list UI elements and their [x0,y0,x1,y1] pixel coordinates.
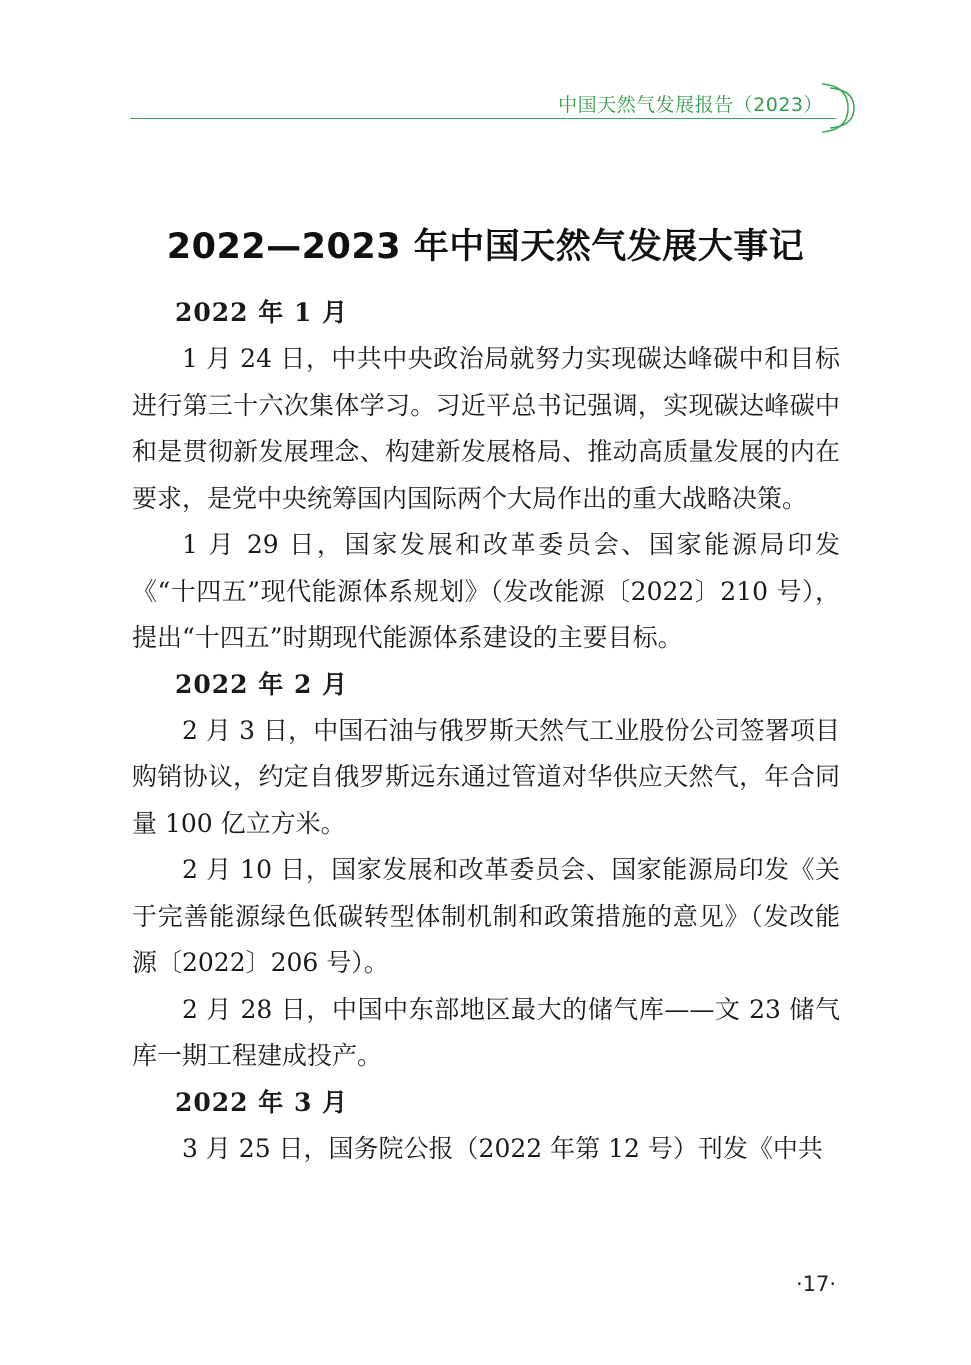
event-paragraph: 1 月 24 日，中共中央政治局就努力实现碳达峰碳中和目标进行第三十六次集体学习。习近平总书记强调，实现碳达峰碳中和是贯彻新发展理念、构建新发展格局、推动高质量发展的内在要求，是党中央统筹国内国际两个大局作出的重大战略决策。 [132,344,840,513]
event-paragraph: 2 月 10 日，国家发展和改革委员会、国家能源局印发《关于完善能源绿色低碳转型体制机制和政策措施的意见》（发改能源〔2022〕206 号）。 [132,855,840,977]
month-heading: 2022 年 1 月 [175,298,349,327]
month-section [132,662,840,1080]
event-paragraph: 2 月 3 日，中国石油与俄罗斯天然气工业股份公司签署项目购销协议，约定自俄罗斯远东通过管道对华供应天然气，年合同量 100 亿立方米。 [132,715,840,838]
page-number: ·17· [796,1272,837,1296]
event-paragraph: 1 月 29 日，国家发展和改革委员会、国家能源局印发《“十四五”现代能源体系规划》（发改能源〔2022〕210 号），提出“十四五”时期现代能源体系建设的主要目标。 [132,530,840,652]
header-title: 中国天然气发展报告（2023） [558,94,823,116]
header-ornament-icon [818,82,858,134]
event-paragraph: 3 月 25 日，国务院公报（2022 年第 12 号）刊发《中共 [182,1133,823,1163]
event-paragraph: 2 月 28 日，中国中东部地区最大的储气库——文 23 储气库一期工程建成投产。 [132,994,840,1070]
header-divider [130,118,836,119]
month-heading: 2022 年 3 月 [175,1087,349,1117]
page-title: 2022—2023 年中国天然气发展大事记 [166,227,805,268]
month-heading: 2022 年 2 月 [175,669,349,699]
month-section [132,290,840,662]
chronicle-content [132,290,840,1172]
month-section [132,1080,840,1173]
